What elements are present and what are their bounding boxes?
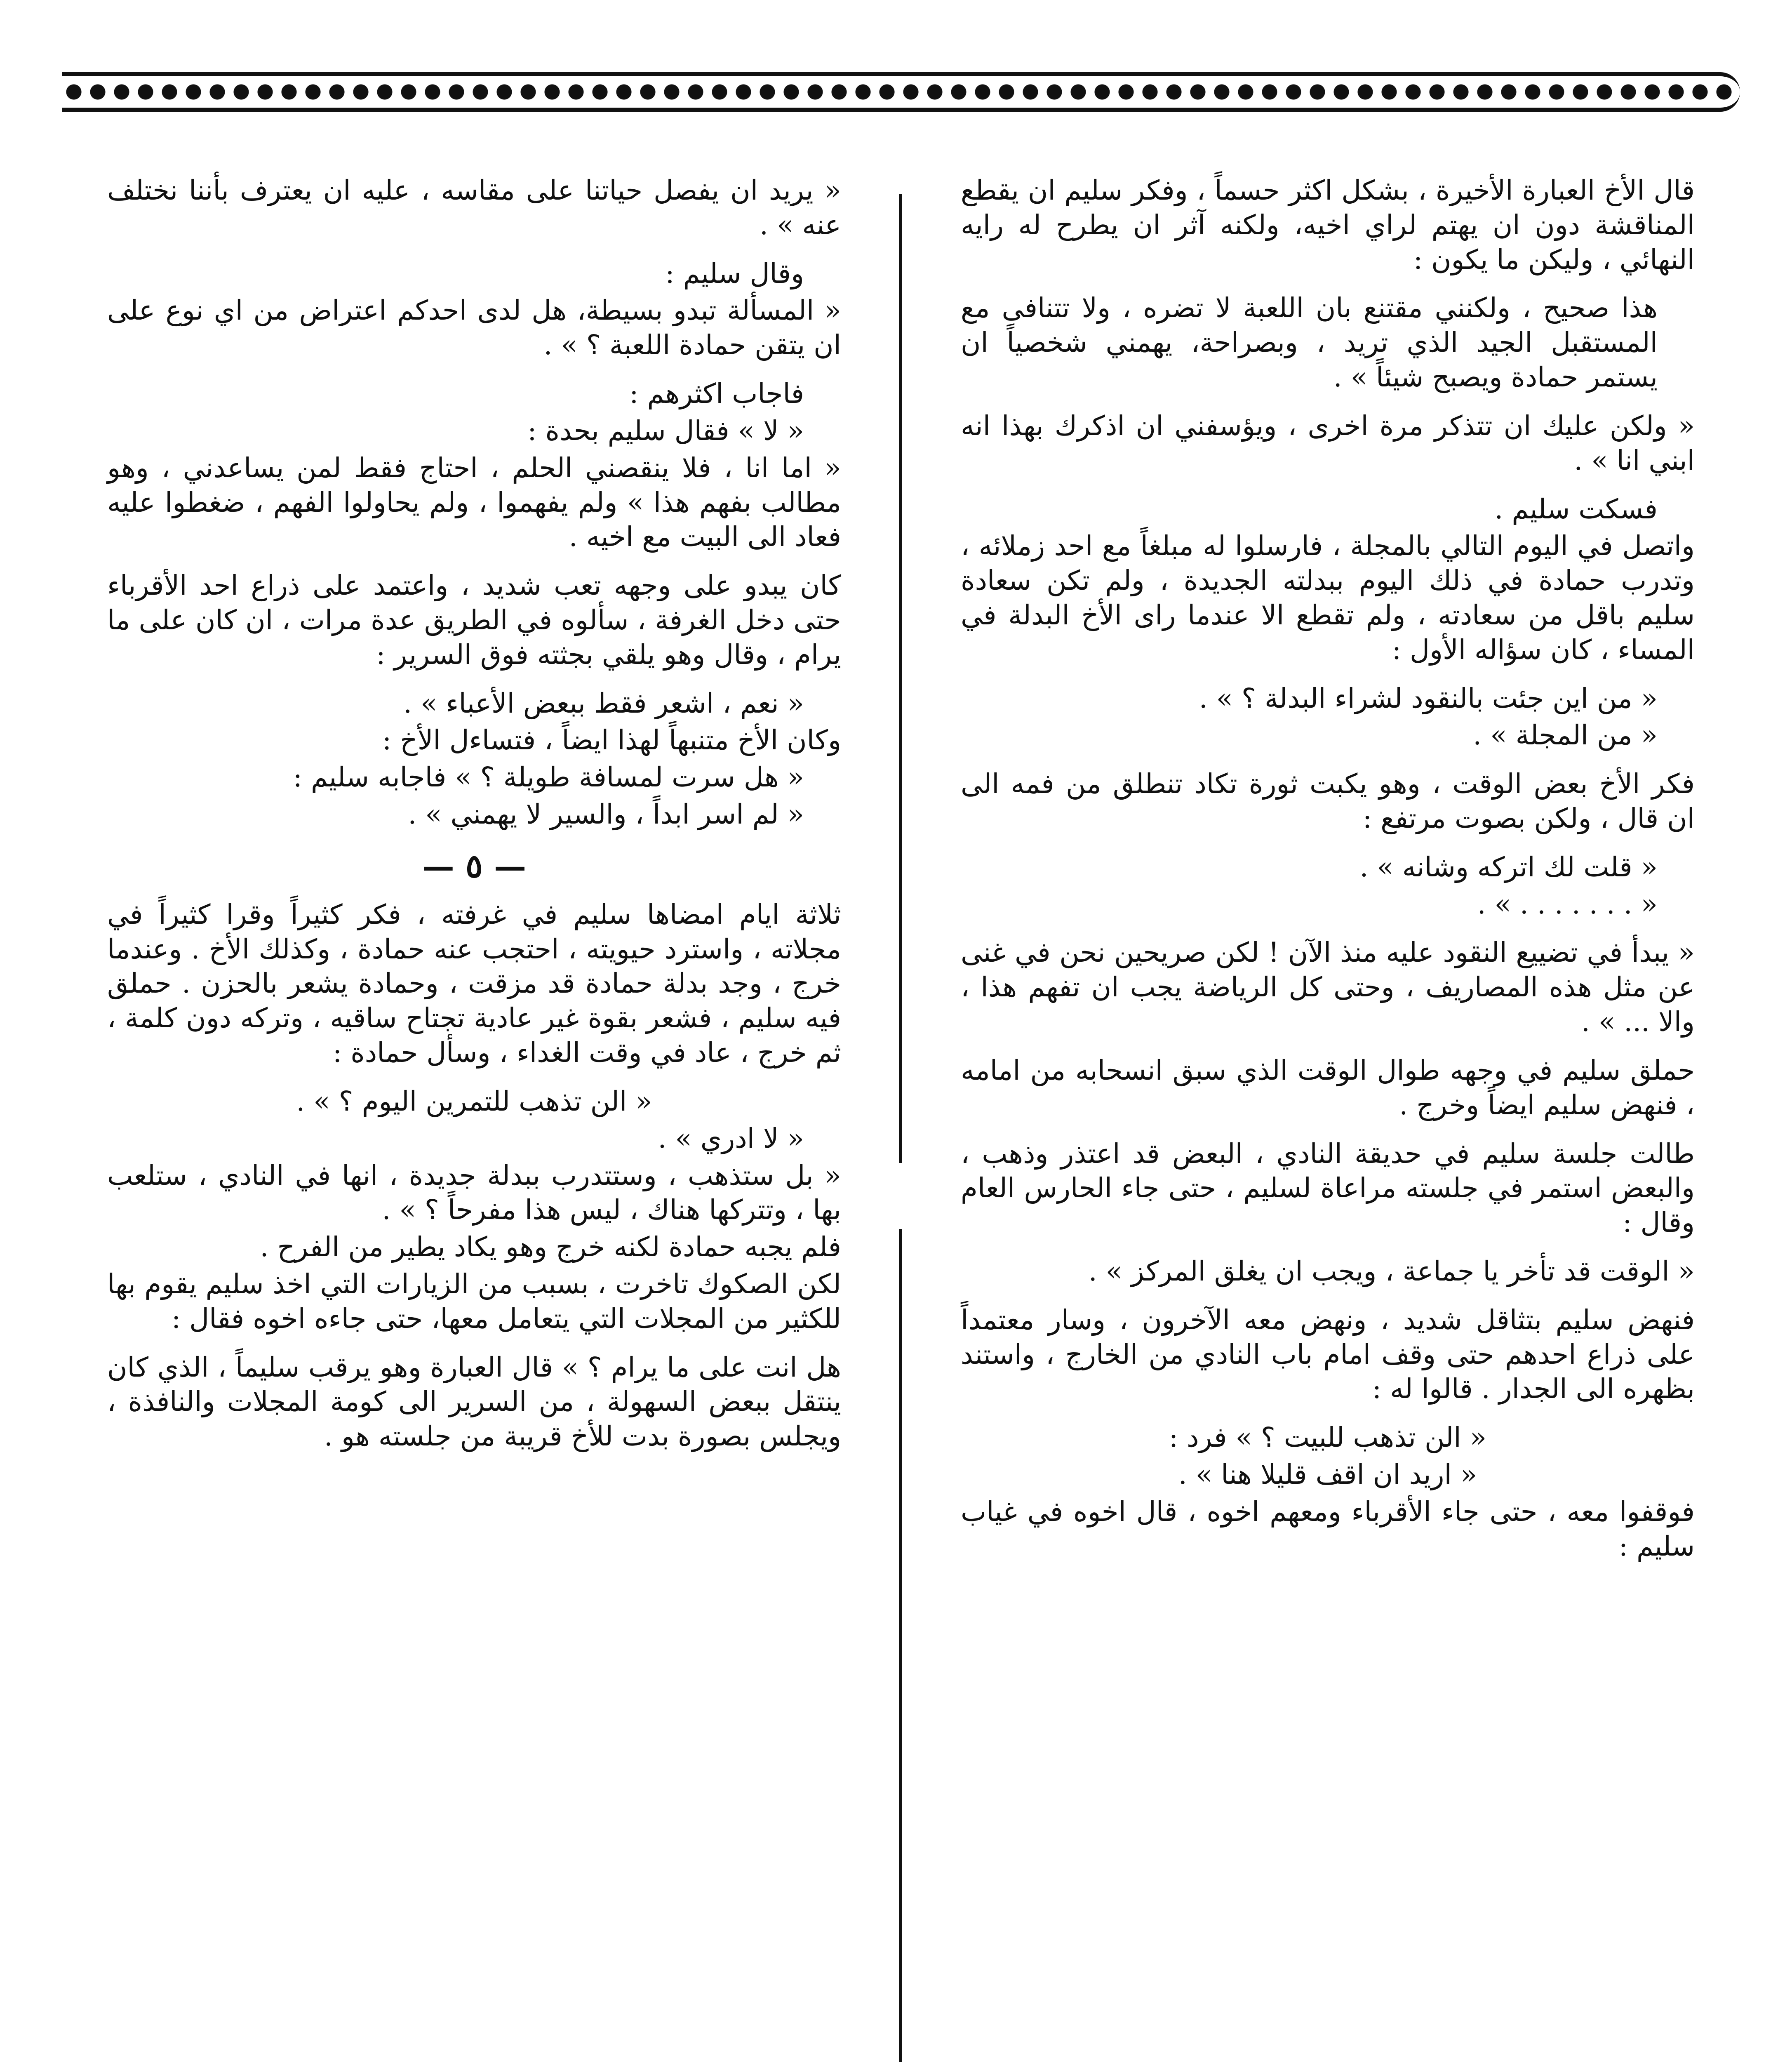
- paragraph: فلم يجبه حمادة لكنه خرج وهو يكاد يطير من الفرح .: [260, 1231, 841, 1263]
- paragraph: « يبدأ في تضييع النقود عليه منذ الآن ! لكن صريحين نحن في غنى عن مثل هذه المصاريف ، وحتى كل الرياضة يجب ان تفهم هذا ، والا ... » .: [961, 937, 1695, 1038]
- paragraph: « لا » فقال سليم بحدة :: [527, 414, 804, 447]
- column-divider: [899, 1229, 902, 2062]
- dialogue-line: « الن تذهب للتمرين اليوم ؟ » .: [296, 1085, 652, 1117]
- ornamental-header-border: [62, 72, 1740, 112]
- paragraph: « المسألة تبدو بسيطة، هل لدى احدكم اعتراض من اي نوع على ان يتقن حمادة اللعبة ؟ » .: [107, 294, 841, 361]
- left-column: [107, 173, 841, 1468]
- paragraph: « الوقت قد تأخر يا جماعة ، ويجب ان يغلق المركز » .: [1088, 1255, 1695, 1287]
- dialogue-line: « لم اسر ابداً ، والسير لا يهمني » .: [408, 798, 804, 830]
- dialogue-line: « من المجلة » .: [1473, 719, 1658, 751]
- paragraph: طالت جلسة سليم في حديقة النادي ، البعض قد اعتذر وذهب ، والبعض استمر في جلسته مراعاة لسليم ، حتى جاء الحارس العام وقال :: [961, 1137, 1695, 1239]
- paragraph: « اما انا ، فلا ينقصني الحلم ، احتاج فقط لمن يساعدني ، وهو مطالب بفهم هذا » ولم يفهموا ، ولم يحاولوا الفهم ، ضغطوا عليه فعاد الى البيت مع اخيه .: [107, 452, 841, 553]
- paragraph: واتصل في اليوم التالي بالمجلة ، فارسلوا له مبلغاً مع احد زملائه ، وتدرب حمادة في ذلك اليوم ببدلته الجديدة ، ولم تكن سعادة سليم باقل من سعادته ، ولم تقطع الا عندما راى الأخ البدلة في المساء ، كان سؤاله الأول :: [961, 530, 1695, 666]
- paragraph: فاجاب اكثرهم :: [629, 378, 804, 410]
- column-divider: [899, 194, 902, 1163]
- dialogue-line: « لا ادري » .: [658, 1122, 804, 1154]
- paragraph: وقال سليم :: [665, 257, 804, 290]
- paragraph: فسكت سليم .: [1494, 493, 1658, 525]
- dialogue-line: « من اين جئت بالنقود لشراء البدلة ؟ » .: [1199, 682, 1658, 714]
- paragraph: فكر الأخ بعض الوقت ، وهو يكبت ثورة تكاد تنطلق من فمه الى ان قال ، ولكن بصوت مرتفع :: [961, 768, 1695, 834]
- paragraph: لكن الصكوك تاخرت ، بسبب من الزيارات التي اخذ سليم يقوم بها للكثير من المجلات التي يتعامل معها، حتى جاءه اخوه فقال :: [107, 1268, 841, 1335]
- paragraph: كان يبدو على وجهه تعب شديد ، واعتمد على ذراع احد الأقرباء حتى دخل الغرفة ، سألوه في الطريق عدة مرات ، ان كان على ما يرام ، وقال وهو يلقي بجثته فوق السرير :: [107, 570, 841, 671]
- paragraph: قال الأخ العبارة الأخيرة ، بشكل اكثر حسماً ، وفكر سليم ان يقطع المناقشة دون ان يهتم لراي اخيه، ولكنه آثر ان يطرح له رايه النهائي ، وليكن ما يكون :: [961, 174, 1695, 275]
- dialogue-line: « اريد ان اقف قليلا هنا » .: [1178, 1459, 1477, 1490]
- dialogue-line: « . . . . . . . » .: [1477, 888, 1658, 920]
- paragraph: هل انت على ما يرام ؟ » قال العبارة وهو يرقب سليماً ، الذي كان ينتقل ببعض السهولة ، من السرير الى كومة المجلات والنافذة ، ويجلس بصورة بدت للأخ قريبة من جلسته هو .: [107, 1351, 842, 1452]
- dialogue-line: « قلت لك اتركه وشانه » .: [1359, 851, 1658, 883]
- paragraph: حملق سليم في وجهه طوال الوقت الذي سبق انسحابه من امامه ، فنهض سليم ايضاً وخرج .: [961, 1054, 1695, 1121]
- paragraph: « يريد ان يفصل حياتنا على مقاسه ، عليه ان يعترف بأننا نختلف عنه » .: [107, 174, 841, 241]
- paragraph: « ولكن عليك ان تتذكر مرة اخرى ، ويؤسفني ان اذكرك بهذا انه ابني انا » .: [961, 410, 1695, 476]
- dialogue-line: « نعم ، اشعر فقط ببعض الأعباء » .: [403, 687, 804, 719]
- dialogue-line: « بل ستذهب ، وستتدرب ببدلة جديدة ، انها في النادي ، ستلعب بها ، وتتركها هناك ، ليس هذا مفرحاً ؟ » .: [107, 1159, 841, 1226]
- paragraph: فوقفوا معه ، حتى جاء الأقرباء ومعهم اخوه ، قال اخوه في غياب سليم :: [961, 1495, 1695, 1562]
- section-number: — ٥ —: [422, 847, 527, 885]
- dialogue-line: « هل سرت لمسافة طويلة ؟ » فاجابه سليم :: [293, 761, 804, 793]
- paragraph: فنهض سليم بتثاقل شديد ، ونهض معه الآخرون ، وسار معتمداً على ذراع احدهم حتى وقف امام باب النادي من الخارج ، واستند بظهره الى الجدار . قالوا له :: [961, 1304, 1695, 1405]
- dialogue-line: « الن تذهب للبيت ؟ » فرد :: [1169, 1422, 1487, 1454]
- paragraph: هذا صحيح ، ولكنني مقتنع بان اللعبة لا تضره ، ولا تتنافى مع المستقبل الجيد الذي تريد ، وبصراحة، يهمني شخصياً ان يستمر حمادة ويصبح شيئاً » .: [961, 292, 1658, 393]
- paragraph: وكان الأخ متنبهاً لهذا ايضاً ، فتساءل الأخ :: [382, 724, 841, 756]
- paragraph: ثلاثة ايام امضاها سليم في غرفته ، فكر كثيراً وقرا كثيراً في مجلاته ، واسترد حيويته ، احتجب عنه حمادة ، وكذلك الأخ . وعندما خرج ، وجد بدلة حمادة قد مزقت ، وحمادة يشعر بالحزن . حملق فيه سليم ، فشعر بقوة غير عادية تجتاح ساقيه ، وتركه دون كلمة ، ثم خرج ، عاد في وقت الغداء ، وسأل حمادة :: [107, 898, 841, 1069]
- right-column: [961, 173, 1695, 1566]
